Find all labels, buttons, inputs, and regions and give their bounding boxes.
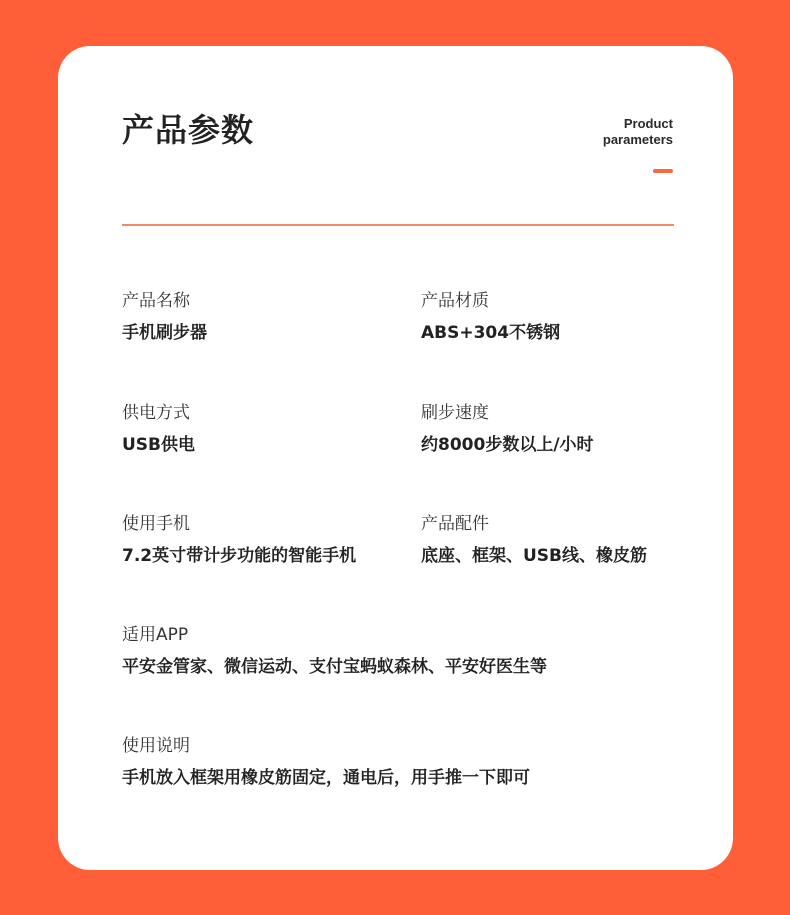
spec-label: 使用手机 — [122, 514, 190, 534]
spec-compatible-apps — [122, 624, 547, 678]
spec-product-name — [122, 290, 207, 344]
spec-label: 刷步速度 — [421, 403, 489, 423]
spec-instructions — [122, 735, 530, 789]
page-title: 产品参数 — [122, 111, 255, 149]
spec-label: 产品材质 — [421, 291, 489, 311]
spec-value: ABS+304不锈钢 — [421, 323, 561, 343]
accent-bar — [653, 169, 673, 173]
spec-label: 产品配件 — [421, 514, 489, 534]
spec-product-material — [421, 290, 560, 344]
header-divider — [122, 224, 674, 226]
spec-label: 供电方式 — [122, 403, 190, 423]
spec-value: 平安金管家、微信运动、支付宝蚂蚁森林、平安好医生等 — [122, 657, 547, 677]
parameters-card — [58, 46, 733, 870]
subtitle-line-2: parameters — [602, 132, 673, 147]
spec-step-speed — [421, 402, 594, 456]
spec-value: 约8000步数以上/小时 — [421, 435, 594, 455]
spec-value: 底座、框架、USB线、橡皮筋 — [421, 546, 648, 566]
subtitle-line-1: Product — [623, 116, 673, 131]
spec-accessories — [421, 513, 647, 567]
spec-value: 手机放入框架用橡皮筋固定，通电后，用手推一下即可 — [122, 768, 530, 788]
spec-label: 产品名称 — [122, 291, 190, 311]
spec-value: 7.2英寸带计步功能的智能手机 — [122, 546, 357, 566]
spec-value: 手机刷步器 — [122, 323, 207, 343]
spec-label: 使用说明 — [122, 736, 190, 756]
spec-compatible-phone — [122, 513, 356, 567]
spec-value: USB供电 — [122, 435, 196, 455]
english-subtitle — [603, 116, 673, 148]
spec-label: 适用APP — [122, 625, 189, 645]
spec-power-supply — [122, 402, 195, 456]
